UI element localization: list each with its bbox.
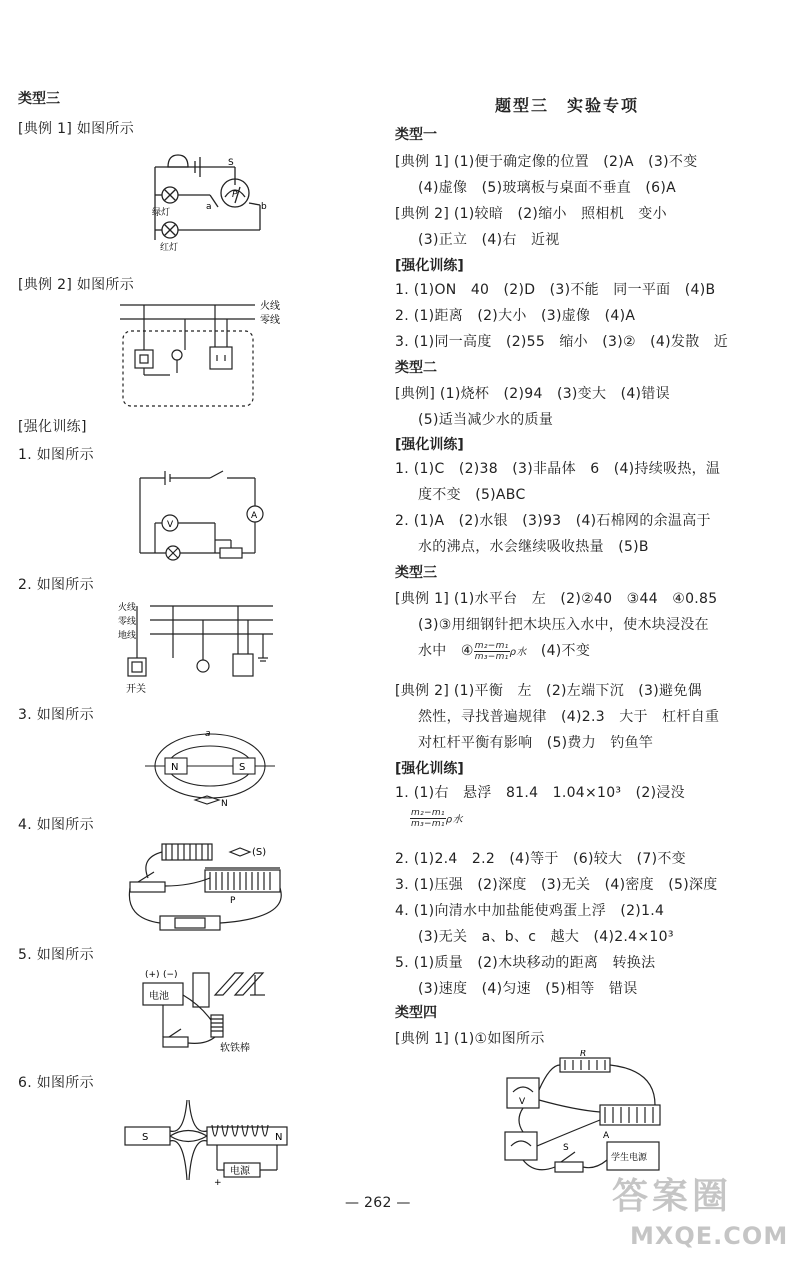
- q4-electromagnet-diagram: [120, 838, 300, 938]
- rho-symbol: ρ水: [509, 647, 527, 658]
- bulb-icon: [172, 350, 182, 360]
- example1-circuit-diagram: [140, 145, 270, 255]
- answer-line: [典例 1] (1)①如图所示: [395, 1031, 545, 1047]
- q6-magnetic-field-diagram: [122, 1095, 292, 1190]
- left-q4-label: 4. 如图所示: [18, 817, 94, 833]
- ammeter-icon: [505, 1132, 537, 1160]
- right-page-title: 题型三 实验专项: [495, 96, 640, 115]
- switch-icon: [128, 658, 146, 676]
- watermark-url: MXQE.COM: [630, 1222, 789, 1250]
- right-type3-heading: 类型三: [395, 565, 437, 581]
- fig-label: A: [251, 511, 258, 521]
- fraction-numerator: m₂−m₁: [411, 808, 445, 818]
- answer-line: 3. (1)压强 (2)深度 (3)无关 (4)密度 (5)深度: [395, 877, 718, 893]
- fig-label: V: [519, 1097, 526, 1107]
- fig-label: R: [580, 1050, 587, 1059]
- fig-label: P: [232, 190, 238, 200]
- answer-line: 4. (1)向清水中加盐能使鸡蛋上浮 (2)1.4: [395, 903, 665, 919]
- fig-label: A: [603, 1131, 610, 1141]
- coil-icon: [211, 1015, 223, 1037]
- switch-icon: [163, 1037, 188, 1047]
- answer-line: 3. (1)同一高度 (2)55 缩小 (3)② (4)发散 近: [395, 334, 729, 350]
- bulb-icon: [197, 660, 209, 672]
- answer-line: 1. (1)ON 40 (2)D (3)不能 同一平面 (4)B: [395, 282, 716, 298]
- fig-label: 火线: [260, 301, 280, 312]
- q3-magnet-field-diagram: [145, 728, 275, 813]
- left-q3-label: 3. 如图所示: [18, 707, 94, 723]
- answer-text: (4)不变: [526, 643, 591, 659]
- type4-circuit-diagram: [495, 1050, 670, 1180]
- rheostat-icon: [220, 548, 242, 558]
- answer-line: 对杠杆平衡有影响 (5)费力 钓鱼竿: [418, 735, 654, 751]
- fraction-denominator: m₃−m₁: [474, 651, 509, 662]
- fig-label: (S): [252, 847, 267, 858]
- example2-wiring-diagram: [115, 295, 300, 410]
- left-example-2-label: [典例 2] 如图所示: [18, 277, 135, 293]
- socket-icon: [233, 654, 253, 676]
- left-q2-label: 2. 如图所示: [18, 577, 94, 593]
- answer-line: 1. (1)C (2)38 (3)非晶体 6 (4)持续吸热，温: [395, 461, 721, 477]
- watermark-logo-text: 答案圈: [612, 1176, 733, 1217]
- answer-line: 水的沸点，水会继续吸收热量 (5)B: [418, 539, 649, 555]
- fig-label: (−): [163, 970, 178, 980]
- answer-line: 2. (1)A (2)水银 (3)93 (4)石棉网的余温高于: [395, 513, 711, 529]
- answer-line: (3)正立 (4)右 近视: [418, 232, 560, 248]
- fraction-numerator: m₂−m₁: [474, 640, 509, 651]
- left-q5-label: 5. 如图所示: [18, 947, 94, 963]
- fig-label: S: [563, 1143, 569, 1153]
- fig-label: 绿灯: [152, 208, 171, 218]
- fig-label: a: [205, 729, 211, 739]
- answer-line: 度不变 (5)ABC: [418, 487, 526, 503]
- answer-line: 1. (1)右 悬浮 81.4 1.04×10³ (2)浸没: [395, 785, 685, 801]
- fig-label: 电池: [149, 991, 169, 1002]
- answer-line: (5)适当减少水的质量: [418, 412, 554, 428]
- fig-label: +: [214, 1178, 222, 1188]
- left-q6-label: 6. 如图所示: [18, 1075, 94, 1091]
- answer-line: (3)无关 a、b、c 越大 (4)2.4×10³: [418, 929, 674, 945]
- fig-label: b: [261, 202, 267, 212]
- answer-line-with-fraction: [418, 640, 590, 662]
- answer-line: (3)③用细钢针把木块压入水中，使木块浸没在: [418, 617, 709, 633]
- left-q1-label: 1. 如图所示: [18, 447, 94, 463]
- right-type1-heading: 类型一: [395, 127, 437, 143]
- answer-line: 5. (1)质量 (2)木块移动的距离 转换法: [395, 955, 656, 971]
- answer-text: 水中 ④: [418, 643, 474, 659]
- answer-line-with-fraction: [410, 808, 463, 829]
- bell-icon: [168, 155, 188, 167]
- fig-label: N: [221, 799, 228, 809]
- fig-label: S: [142, 1132, 149, 1143]
- fig-label: S: [239, 762, 246, 773]
- answer-line: [典例 1] (1)便于确定像的位置 (2)A (3)不变: [395, 154, 698, 170]
- fig-label: 零线: [260, 315, 280, 326]
- answer-line: (4)虚像 (5)玻璃板与桌面不垂直 (6)A: [418, 180, 676, 196]
- fig-label: 电源: [230, 1166, 250, 1177]
- right-type4-heading: 类型四: [395, 1005, 437, 1021]
- q5-battery-coil-diagram: [125, 965, 275, 1055]
- right-training-heading: [强化训练]: [395, 437, 464, 453]
- page-number: — 262 —: [345, 1195, 411, 1211]
- fig-label: N: [275, 1132, 283, 1143]
- answer-line: 2. (1)距离 (2)大小 (3)虚像 (4)A: [395, 308, 636, 324]
- socket-icon: [210, 347, 232, 369]
- resistor-icon: [560, 1058, 610, 1072]
- right-type2-heading: 类型二: [395, 360, 437, 376]
- left-section-heading: 类型三: [18, 91, 60, 107]
- answer-line: [典例 2] (1)平衡 左 (2)左端下沉 (3)避免偶: [395, 683, 702, 699]
- answer-line: [典例 1] (1)水平台 左 (2)②40 ③44 ④0.85: [395, 591, 718, 607]
- rheostat-icon: [600, 1105, 660, 1125]
- fig-label: 学生电源: [611, 1153, 648, 1163]
- answer-line: 然性，寻找普遍规律 (4)2.3 大于 杠杆自重: [418, 709, 720, 725]
- fig-label: 软铁棒: [220, 1043, 250, 1054]
- fig-label: 开关: [126, 684, 146, 695]
- right-training-heading: [强化训练]: [395, 258, 464, 274]
- fraction: [474, 641, 510, 662]
- right-training-heading: [强化训练]: [395, 761, 464, 777]
- fig-label: 地线: [118, 631, 137, 641]
- answer-line: [典例 2] (1)较暗 (2)缩小 照相机 变小: [395, 206, 667, 222]
- left-training-heading: [强化训练]: [18, 419, 87, 435]
- switch-icon: [130, 882, 165, 892]
- q1-circuit-diagram: [135, 468, 270, 563]
- switch-icon: [555, 1162, 583, 1172]
- fig-label: S: [228, 158, 234, 168]
- rho-symbol: ρ水: [445, 814, 463, 826]
- q2-wiring-diagram: [118, 598, 278, 698]
- answer-line: [典例] (1)烧杯 (2)94 (3)变大 (4)错误: [395, 386, 670, 402]
- fig-label: a: [206, 202, 212, 212]
- answer-line: (3)速度 (4)匀速 (5)相等 错误: [418, 981, 638, 997]
- fig-label: N: [171, 762, 179, 773]
- fraction: [410, 808, 446, 829]
- fig-label: 红灯: [160, 243, 179, 253]
- fig-label: V: [167, 520, 174, 530]
- fig-label: P: [230, 896, 236, 906]
- switch-icon: [135, 350, 153, 368]
- answer-line: 2. (1)2.4 2.2 (4)等于 (6)较大 (7)不变: [395, 851, 686, 867]
- fraction-denominator: m₃−m₁: [411, 819, 445, 829]
- fig-label: 火线: [118, 603, 137, 613]
- left-example-1-label: [典例 1] 如图所示: [18, 121, 135, 137]
- fig-label: (+): [145, 970, 160, 980]
- fig-label: 零线: [118, 617, 137, 627]
